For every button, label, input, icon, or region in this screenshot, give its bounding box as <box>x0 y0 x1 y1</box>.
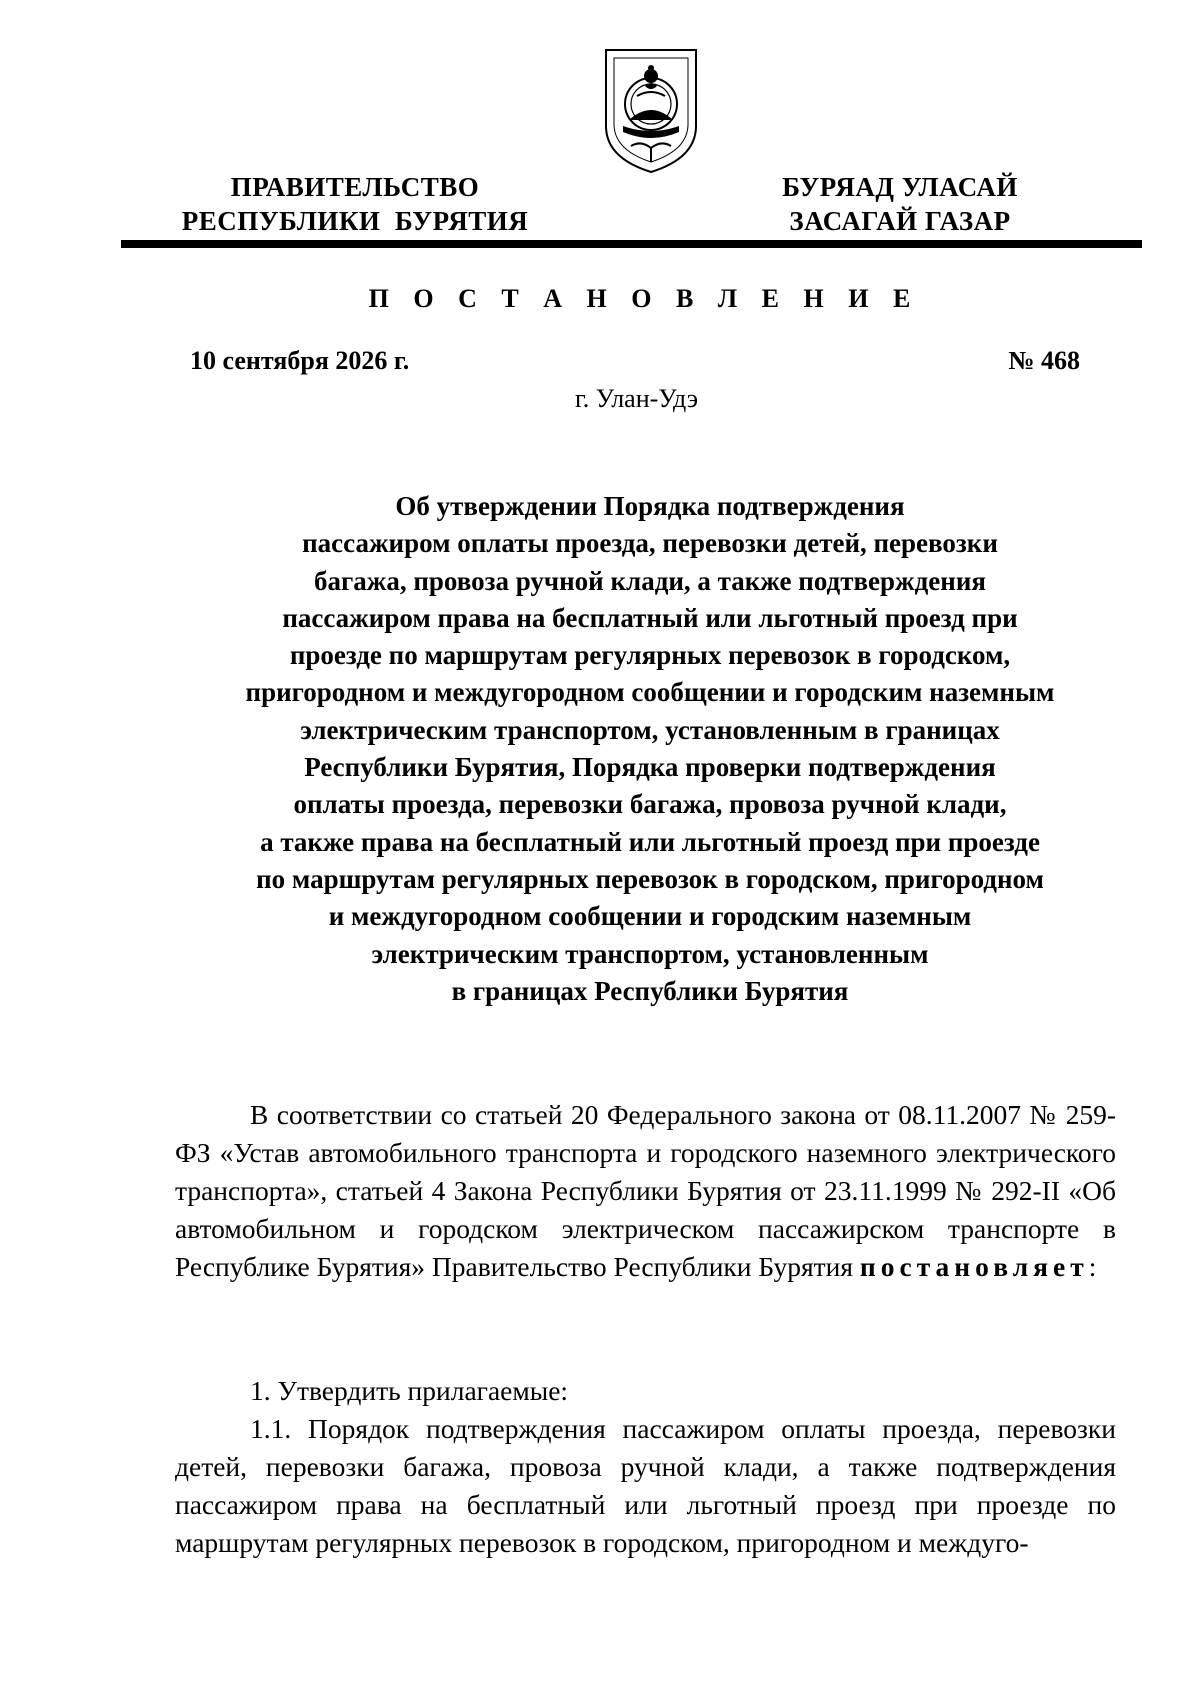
document-city: г. Улан-Удэ <box>575 384 699 413</box>
decree-colon: : <box>1088 1251 1097 1282</box>
org-name-ru <box>95 170 615 238</box>
title-line: проезде по маршрутам регулярных перевозок в городском, <box>289 640 1011 671</box>
preamble-text: В соответствии со статьей 20 Федерального закона от 08.11.2007 № 259-ФЗ «Устав автомобильного транспорта и городского наземного электрического транспорта», статьей 4 Закона Республики Бурятия от 23.11.1999 № 292-II «Об автомобильном и городском электрическом пассажирском транспорте в Республике Бурятия» Правительство Республики Бурятия <box>175 1099 1116 1282</box>
document-number: № 468 <box>1008 346 1080 375</box>
item-1-1-text: 1.1. Порядок подтверждения пассажиром оплаты проезда, перевозки детей, перевозки багажа, провоза ручной клади, а также подтверждения пассажиром права на бесплатный или льготный проезд при проезде по маршрутам регулярных перевозок в городском, пригородном и междуго- <box>175 1413 1116 1558</box>
title-line: багажа, провоза ручной клади, а также подтверждения <box>314 565 986 596</box>
title-line: пассажиром права на бесплатный или льготный проезд при <box>282 602 1018 633</box>
title-line: в границах Республики Бурятия <box>451 975 849 1006</box>
org-name-ru-line-2: РЕСПУБЛИКИ БУРЯТИЯ <box>181 206 529 236</box>
title-line: по маршрутам регулярных перевозок в городском, пригородном <box>256 863 1044 894</box>
preamble-paragraph <box>175 1096 1116 1286</box>
item-1-text: 1. Утвердить прилагаемые: <box>250 1375 569 1406</box>
title-line: пригородном и междугородном сообщении и городским наземным <box>245 677 1055 708</box>
title-line: и междугородном сообщении и городским наземным <box>328 901 972 932</box>
document-date: 10 сентября 2026 г. <box>190 346 410 375</box>
document-title <box>175 488 1125 1010</box>
org-name-bua <box>660 170 1140 238</box>
org-name-bua-line-2: ЗАСАГАЙ ГАЗАР <box>789 206 1011 236</box>
title-line: электрическим транспортом, установленным <box>371 938 929 969</box>
item-1-1-paragraph <box>175 1410 1116 1562</box>
title-line: оплаты проезда, перевозки багажа, провоза ручной клади, <box>293 789 1007 820</box>
item-1-paragraph <box>175 1372 1116 1410</box>
title-line: Об утверждении Порядка подтверждения <box>395 491 905 521</box>
title-line: Республики Бурятия, Порядка проверки подтверждения <box>304 752 996 783</box>
header-divider <box>121 240 1142 248</box>
org-name-ru-line-1: ПРАВИТЕЛЬСТВО <box>230 172 480 202</box>
title-line: пассажиром оплаты проезда, перевозки детей, перевозки <box>302 528 998 559</box>
decree-word: постановляет <box>859 1251 1089 1282</box>
title-line: электрическим транспортом, установленным в границах <box>300 714 1000 745</box>
coat-of-arms-icon <box>601 46 701 174</box>
org-name-bua-line-1: БУРЯАД УЛАСАЙ <box>782 172 1018 202</box>
document-type: П О С Т А Н О В Л Е Н И Е <box>368 284 920 313</box>
title-line: а также права на бесплатный или льготный проезд при проезде <box>260 826 1040 857</box>
